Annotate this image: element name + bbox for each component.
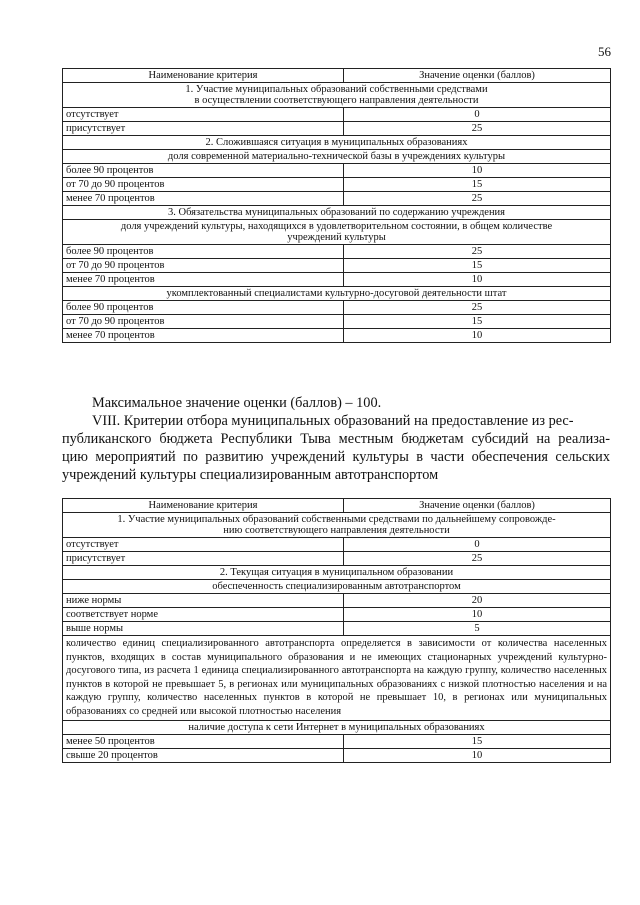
column-header-criterion: Наименование критерия — [63, 69, 344, 83]
section-heading — [63, 150, 611, 164]
section-heading-line: VIII. Критерии отбора муниципальных образований на предоставление из рес- — [92, 413, 574, 429]
section-heading-line: 2. Сложившаяся ситуация в муниципальных образованиях — [205, 137, 468, 148]
score-value: 25 — [344, 552, 611, 566]
section-heading-line: доля учреждений культуры, находящихся в удовлетворительном состоянии, в общем количестве — [120, 221, 553, 232]
table-header-row — [63, 499, 611, 513]
table-row — [63, 538, 611, 552]
criterion-label: отсутствует — [63, 538, 344, 552]
table-row — [63, 594, 611, 608]
section-heading-line: учреждений культуры специализированным автотранспортом — [62, 467, 439, 483]
section-row — [63, 136, 611, 150]
criterion-label: ниже нормы — [63, 594, 344, 608]
criterion-label: свыше 20 процентов — [63, 748, 344, 762]
section-heading-line: публиканского бюджета Республики Тыва местным бюджетам субсидий на реализа- — [62, 431, 610, 447]
table-row — [63, 178, 611, 192]
table-row — [63, 329, 611, 343]
section-heading-line: в осуществлении соответствующего направления деятельности — [194, 95, 479, 106]
criterion-label: менее 70 процентов — [63, 329, 344, 343]
table-row — [63, 315, 611, 329]
score-value: 25 — [344, 192, 611, 206]
criterion-label: от 70 до 90 процентов — [63, 315, 344, 329]
criterion-label: менее 70 процентов — [63, 273, 344, 287]
table-row — [63, 734, 611, 748]
score-value: 25 — [344, 245, 611, 259]
column-header-criterion: Наименование критерия — [63, 499, 344, 513]
criterion-label: менее 50 процентов — [63, 734, 344, 748]
section-heading-line: доля современной материально-технической базы в учреждениях культуры — [167, 151, 506, 162]
criterion-label: присутствует — [63, 552, 344, 566]
table-row — [63, 622, 611, 636]
table-row — [63, 164, 611, 178]
criterion-label: более 90 процентов — [63, 301, 344, 315]
score-value: 10 — [344, 329, 611, 343]
section-heading-line: 3. Обязательства муниципальных образований по содержанию учреждения — [167, 207, 506, 218]
criterion-label: отсутствует — [63, 108, 344, 122]
column-header-score: Значение оценки (баллов) — [344, 499, 611, 513]
criterion-label: более 90 процентов — [63, 245, 344, 259]
score-value: 15 — [344, 259, 611, 273]
criterion-label: менее 70 процентов — [63, 192, 344, 206]
criterion-label: от 70 до 90 процентов — [63, 259, 344, 273]
table-row — [63, 552, 611, 566]
note-text: количество единиц специализированного автотранспорта определяется в зависимости от количества населенных пунктов, входящих в состав муниципального образования и не имеющих стационарных учреждений культурно-досугового типа, из расчета 1 единица специализированного автотранспорта на каждую группу, количество населенных пунктов в которой не превышает 5, в регионах или муниципальных образованиях с низкой плотностью населения и на каждую группу, количество населенных пунктов в которой не превышает 10, в регионах или муниципальных образованиях со средней или высокой плотностью населения — [63, 636, 611, 721]
score-value: 5 — [344, 622, 611, 636]
criterion-label: соответствует норме — [63, 608, 344, 622]
section-heading — [63, 220, 611, 245]
criterion-label: более 90 процентов — [63, 164, 344, 178]
score-value: 0 — [344, 108, 611, 122]
score-value: 20 — [344, 594, 611, 608]
section-row — [63, 83, 611, 108]
section-row — [63, 150, 611, 164]
section-row — [63, 206, 611, 220]
score-value: 25 — [344, 122, 611, 136]
section-heading — [63, 580, 611, 594]
score-value: 25 — [344, 301, 611, 315]
table-header-row — [63, 69, 611, 83]
table-row — [63, 108, 611, 122]
score-value: 10 — [344, 748, 611, 762]
section-row — [63, 720, 611, 734]
table-row — [63, 273, 611, 287]
page-number: 56 — [598, 44, 611, 59]
score-value: 10 — [344, 273, 611, 287]
criterion-label: выше нормы — [63, 622, 344, 636]
section-heading — [63, 566, 611, 580]
table-row — [63, 245, 611, 259]
section-heading-line: наличие доступа к сети Интернет в муниципальных образованиях — [188, 721, 485, 733]
table-row — [63, 608, 611, 622]
table-row — [63, 122, 611, 136]
criterion-label: присутствует — [63, 122, 344, 136]
section-heading — [63, 513, 611, 538]
table-row — [63, 259, 611, 273]
section-heading-line: 1. Участие муниципальных образований собственными средствами — [185, 84, 488, 95]
column-header-score: Значение оценки (баллов) — [344, 69, 611, 83]
criterion-label: от 70 до 90 процентов — [63, 178, 344, 192]
section-heading-line: учреждений культуры — [287, 232, 386, 243]
section-row — [63, 580, 611, 594]
note-row — [63, 636, 611, 721]
section-row — [63, 220, 611, 245]
section-row — [63, 513, 611, 538]
section-heading-line: обеспеченность специализированным автотранспортом — [212, 581, 461, 592]
section-heading-line: нию соответствующего направления деятельности — [223, 525, 450, 536]
criteria-table-2 — [62, 498, 611, 763]
section-heading-line: укомплектованный специалистами культурно-досуговой деятельности штат — [166, 288, 507, 299]
section-row — [63, 287, 611, 301]
section-heading-line: 1. Участие муниципальных образований собственными средствами по дальнейшему сопровожде- — [117, 514, 556, 525]
section-heading — [63, 720, 611, 734]
section-row — [63, 566, 611, 580]
score-value: 10 — [344, 164, 611, 178]
criteria-table-1 — [62, 68, 611, 343]
table-body — [63, 499, 611, 763]
score-value: 0 — [344, 538, 611, 552]
section-heading-line: цию мероприятий по развитию учреждений культуры в части обеспечения сельских — [62, 449, 610, 465]
table-row — [63, 301, 611, 315]
section-heading-line: 2. Текущая ситуация в муниципальном образовании — [219, 567, 454, 578]
section-heading — [63, 136, 611, 150]
table-body — [63, 69, 611, 343]
section-heading — [63, 83, 611, 108]
score-value: 15 — [344, 315, 611, 329]
table-row — [63, 748, 611, 762]
section-heading — [63, 206, 611, 220]
score-value: 15 — [344, 734, 611, 748]
section-heading — [63, 287, 611, 301]
table-row — [63, 192, 611, 206]
max-score-text: Максимальное значение оценки (баллов) – 100. — [92, 395, 382, 411]
score-value: 15 — [344, 178, 611, 192]
score-value: 10 — [344, 608, 611, 622]
